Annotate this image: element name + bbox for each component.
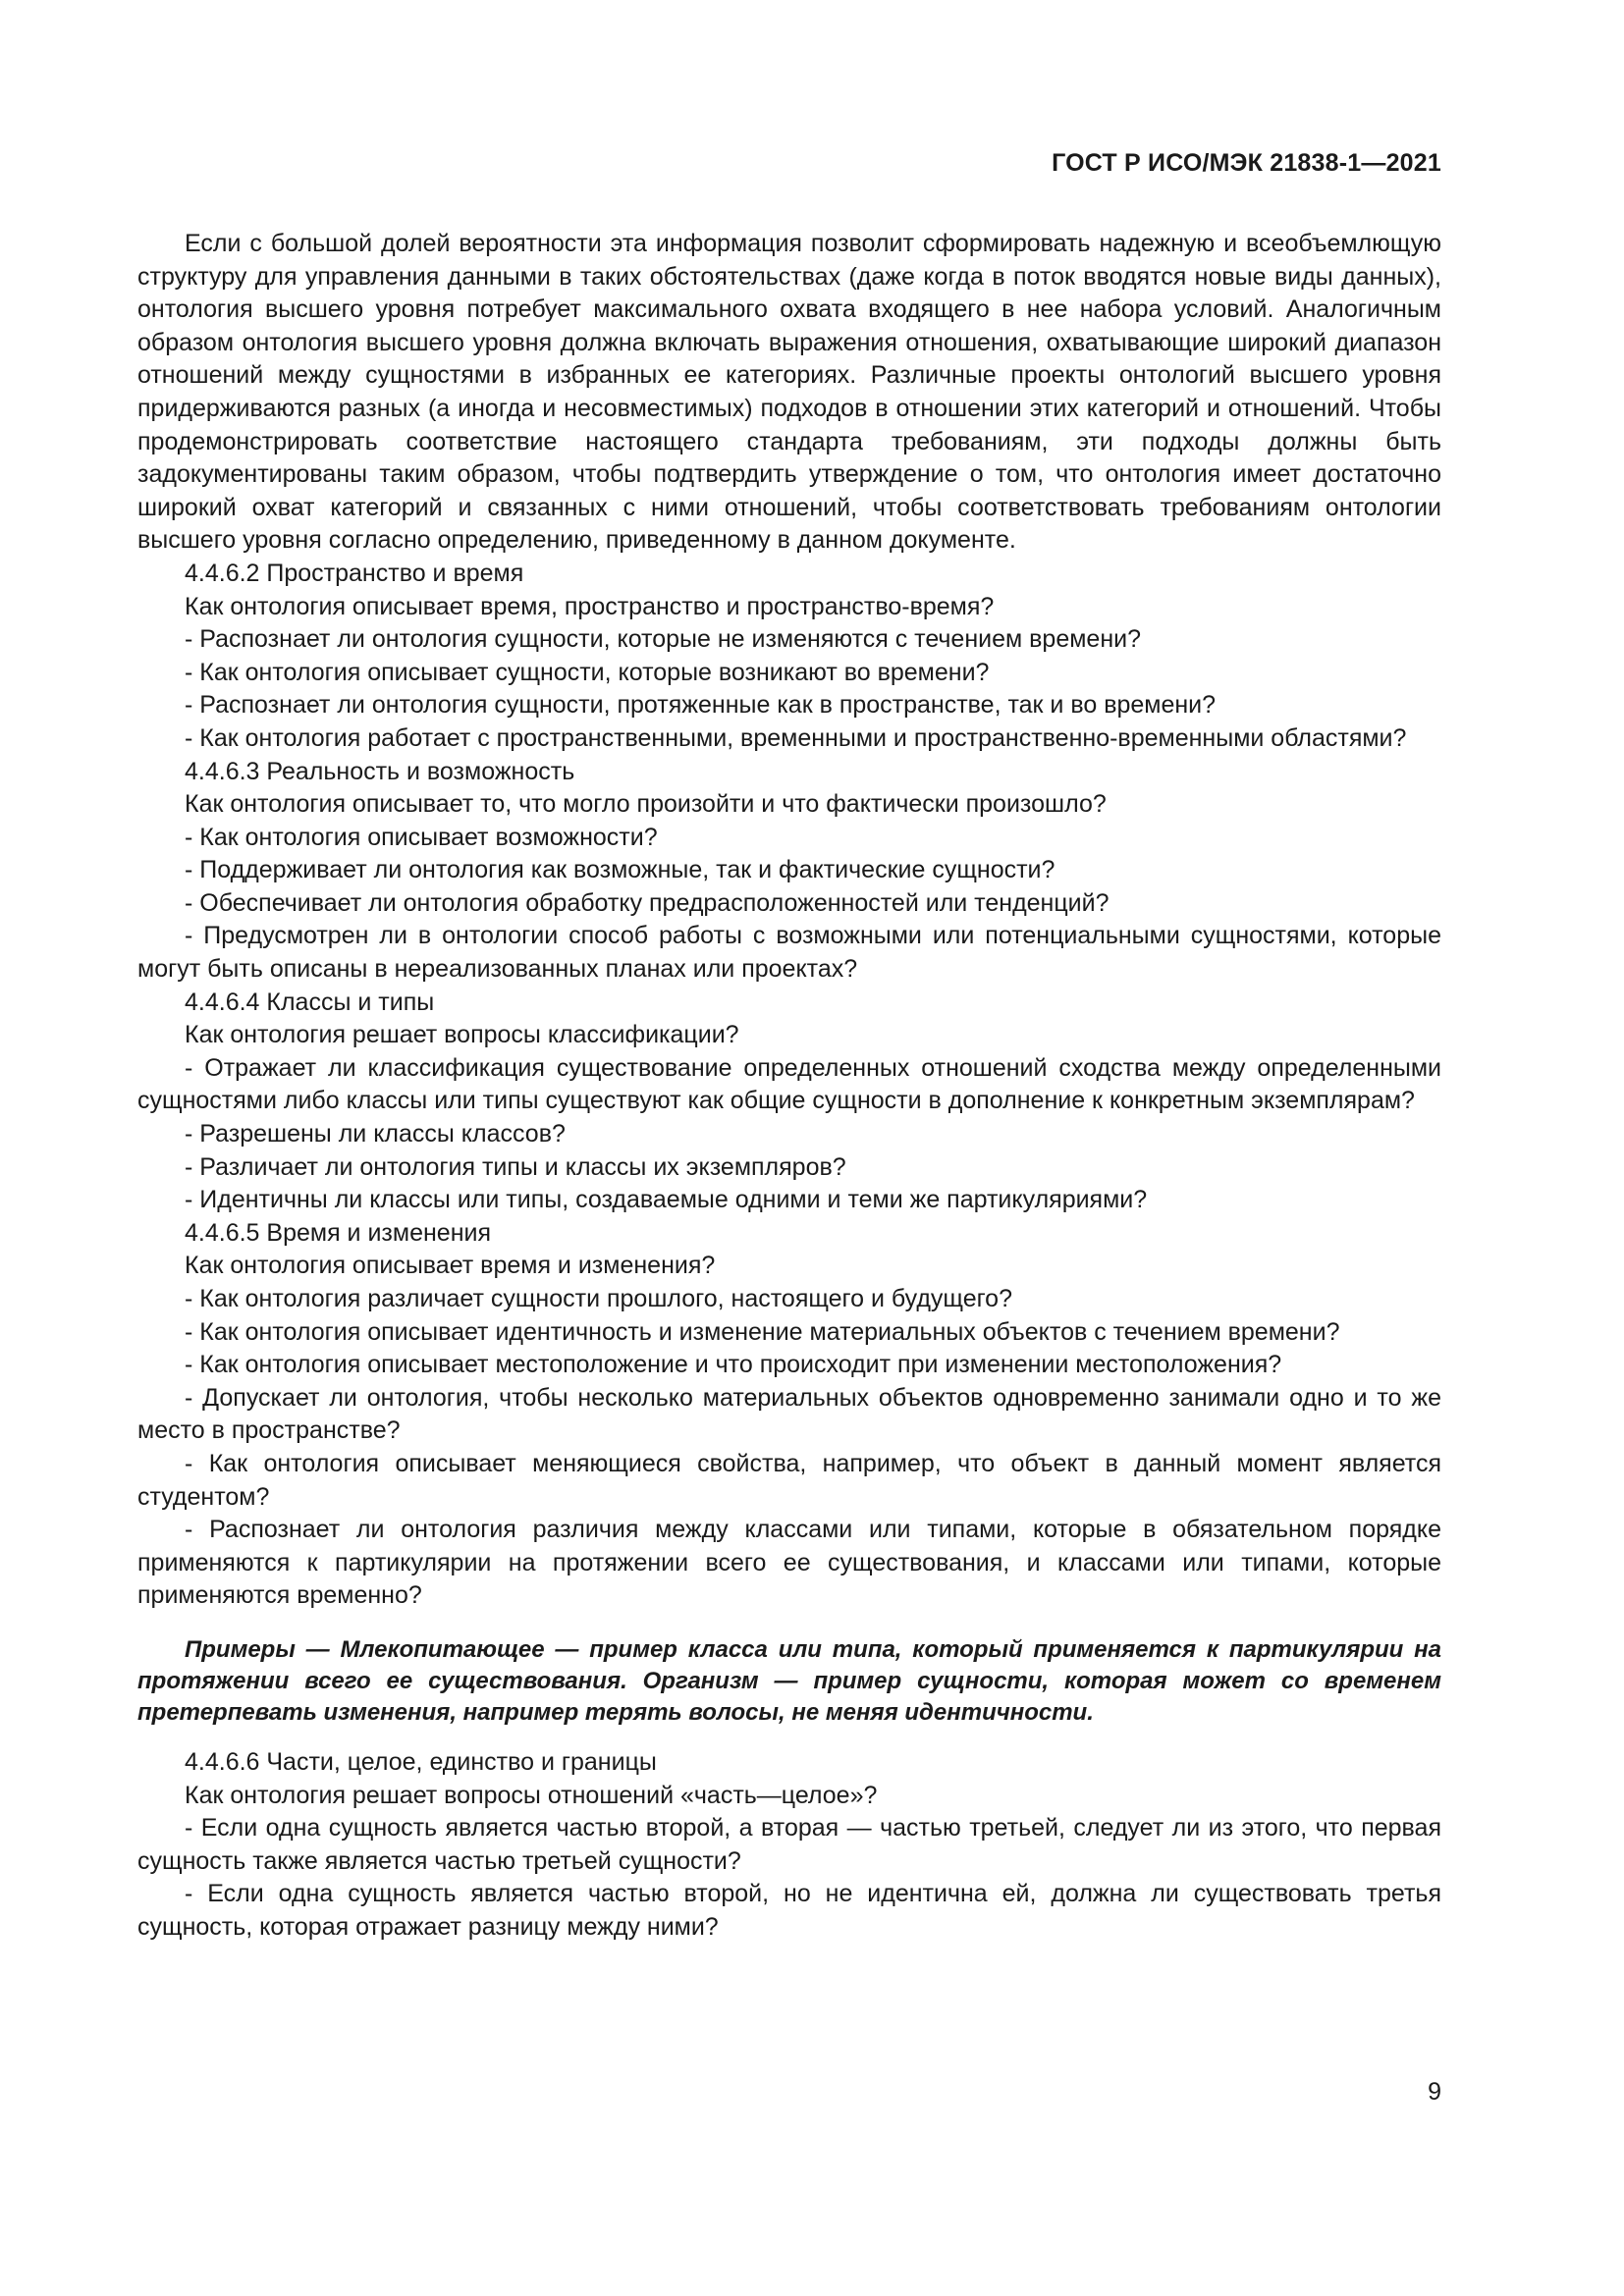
question-item: - Разрешены ли классы классов? [185,1120,566,1148]
page-number: 9 [1428,2078,1441,2106]
question-item: - Как онтология работает с пространственными, временными и пространственно-временными областями? [185,723,1407,752]
question-item: - Предусмотрен ли в онтологии способ работы с возможными или потенциальными сущностями, которые могут быть описаны в нереализованных планах или проектах? [137,922,1441,984]
section-question: Как онтология решает вопросы отношений «часть—целое»? [185,1781,878,1809]
section-heading: 4.4.6.2 Пространство и время [185,559,524,587]
question-item: - Если одна сущность является частью второй, а вторая — частью третьей, следует ли из этого, что первая сущность также является частью третьей сущности? [137,1814,1441,1875]
section-heading: 4.4.6.3 Реальность и возможность [185,757,575,785]
question-item: - Распознает ли онтология различия между классами или типами, которые в обязательном порядке применяются к партикулярии на протяжении всего ее существования, и классами или типами, которые применяются временно? [137,1516,1441,1610]
question-item: - Поддерживает ли онтология как возможные, так и фактические сущности? [185,856,1056,884]
question-item: - Как онтология описывает сущности, которые возникают во времени? [185,658,990,686]
section-heading: 4.4.6.4 Классы и типы [185,988,435,1016]
section-question: Как онтология описывает время, пространство и пространство-время? [185,592,995,620]
section-question: Как онтология описывает то, что могло произойти и что фактически произошло? [185,790,1107,819]
question-item: - Различает ли онтология типы и классы их экземпляров? [185,1152,846,1181]
question-item: - Как онтология различает сущности прошлого, настоящего и будущего? [185,1285,1012,1312]
question-item: - Как онтология описывает местоположение и что происходит при изменении местоположения? [185,1351,1282,1379]
question-item: - Допускает ли онтология, чтобы несколько материальных объектов одновременно занимали одно и то же место в пространстве? [137,1383,1441,1445]
question-item: - Как онтология описывает возможности? [185,823,658,851]
document-body [137,228,1441,1945]
question-item: - Как онтология описывает меняющиеся свойства, например, что объект в данный момент является студентом? [137,1449,1441,1511]
section-question: Как онтология решает вопросы классификации? [185,1021,739,1049]
section-question: Как онтология описывает время и изменения? [185,1252,716,1280]
question-item: - Если одна сущность является частью второй, но не идентична ей, должна ли существовать третья сущность, которая отражает разницу между ними? [137,1880,1441,1941]
question-item: - Отражает ли классификация существование определенных отношений сходства между определенными сущностями либо классы или типы существуют как общие сущности в дополнение к конкретным экземплярам? [137,1053,1441,1115]
question-item: - Как онтология описывает идентичность и изменение материальных объектов с течением времени? [185,1317,1340,1346]
section-heading: 4.4.6.6 Части, целое, единство и границы [185,1747,657,1776]
standard-header: ГОСТ Р ИСО/МЭК 21838-1—2021 [1052,149,1441,177]
question-item: - Распознает ли онтология сущности, протяженные как в пространстве, так и во времени? [185,691,1217,720]
body-paragraph: Если с большой долей вероятности эта информация позволит сформировать надежную и всеобъемлющую структуру для управления данными в таких обстоятельствах (даже когда в поток вводятся новые виды данных), онтология высшего уровня потребует максимального охвата входящего в нее набора условий. Аналогичным образом онтология высшего уровня должна включать выражения отношения, охватывающие широкий диапазон отношений между сущностями в избранных ее категориях. Различные проекты онтологий высшего уровня придерживаются разных (а иногда и несовместимых) подходов в отношении этих категорий и отношений. Чтобы продемонстрировать соответствие настоящего стандарта требованиям, эти подходы должны быть задокументированы таким образом, чтобы подтвердить утверждение о том, что онтология имеет достаточно широкий охват категорий и связанных с ними отношений, чтобы соответствовать требованиям онтологии высшего уровня согласно определению, приведенному в данном документе. [137,230,1441,555]
question-item: - Обеспечивает ли онтология обработку предрасположенностей или тенденций? [185,888,1110,917]
question-item: - Распознает ли онтология сущности, которые не изменяются с течением времени? [185,625,1141,654]
question-item: - Идентичны ли классы или типы, создаваемые одними и теми же партикуляриями? [185,1186,1148,1214]
section-heading: 4.4.6.5 Время и изменения [185,1218,491,1247]
example-note: Примеры — Млекопитающее — пример класса или типа, который применяется к партикулярии на протяжении всего ее существования. Организм — пример сущности, которая может со временем претерпевать изменения, например терять волосы, не меняя идентичности. [137,1635,1441,1726]
